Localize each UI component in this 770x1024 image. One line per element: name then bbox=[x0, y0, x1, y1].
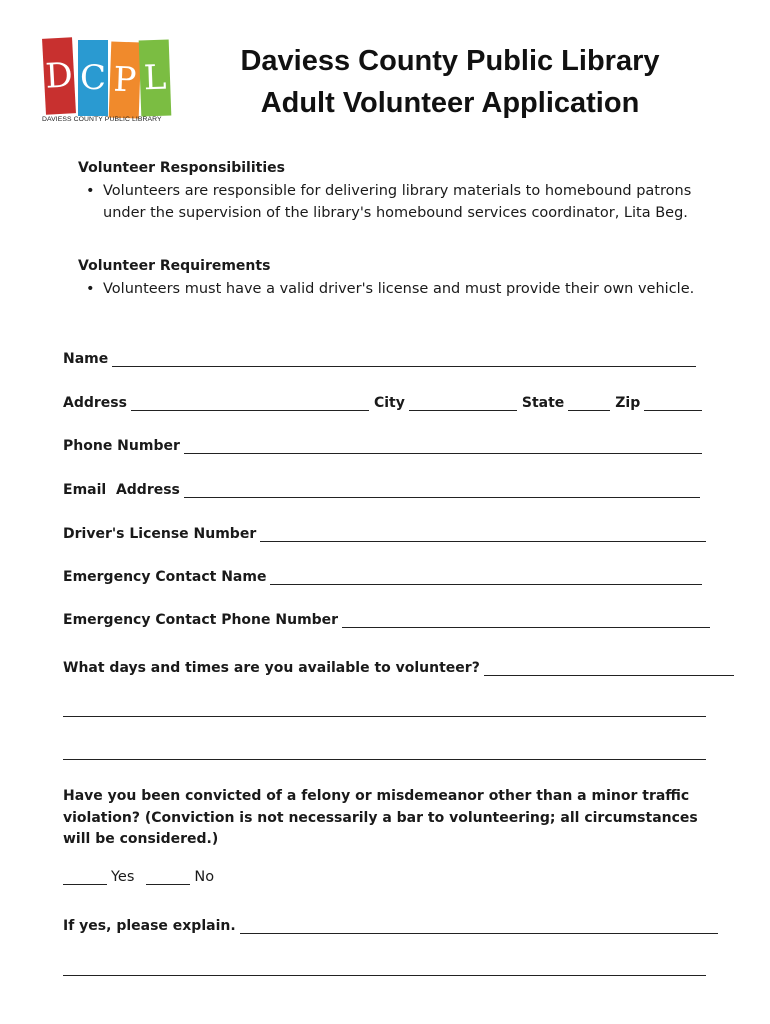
phone-label: Phone Number bbox=[63, 438, 180, 454]
emergency-name-input-line[interactable] bbox=[270, 570, 702, 585]
zip-label: Zip bbox=[615, 395, 641, 411]
library-logo bbox=[42, 36, 172, 128]
name-field bbox=[63, 351, 696, 367]
name-input-line[interactable] bbox=[112, 352, 696, 367]
phone-field bbox=[63, 438, 702, 454]
explain-extra-line[interactable] bbox=[63, 975, 706, 976]
emergency-name-label: Emergency Contact Name bbox=[63, 569, 267, 585]
city-input-line[interactable] bbox=[409, 396, 517, 411]
no-label: No bbox=[194, 869, 215, 885]
logo-blocks bbox=[42, 36, 172, 114]
address-label: Address bbox=[63, 395, 127, 411]
logo-letter-l: L bbox=[139, 39, 172, 116]
yes-label: Yes bbox=[111, 869, 135, 885]
license-field bbox=[63, 526, 706, 542]
explain-label: If yes, please explain. bbox=[63, 918, 236, 934]
availability-input-line[interactable] bbox=[484, 661, 734, 676]
logo-letter-p: P bbox=[109, 41, 142, 118]
logo-caption: DAVIESS COUNTY PUBLIC LIBRARY bbox=[42, 116, 162, 123]
emergency-phone-label: Emergency Contact Phone Number bbox=[63, 612, 339, 628]
zip-input-line[interactable] bbox=[644, 396, 702, 411]
page-title bbox=[200, 40, 700, 124]
requirements-item bbox=[86, 278, 696, 300]
yes-blank[interactable] bbox=[63, 870, 107, 885]
availability-extra-line-2[interactable] bbox=[63, 759, 706, 760]
explain-input-line[interactable] bbox=[240, 919, 718, 934]
availability-label: What days and times are you available to volunteer? bbox=[63, 660, 480, 676]
license-input-line[interactable] bbox=[260, 527, 706, 542]
availability-extra-line-1[interactable] bbox=[63, 716, 706, 717]
responsibilities-item bbox=[86, 180, 696, 224]
email-label: Email Address bbox=[63, 482, 180, 498]
no-blank[interactable] bbox=[146, 870, 190, 885]
conviction-question: Have you been convicted of a felony or misdemeanor other than a minor traffic violation? (Conviction is not necessarily a bar to volunteering; all circumstances will be considered.) bbox=[63, 788, 698, 847]
bullet-icon: • bbox=[86, 281, 95, 297]
explain-field bbox=[63, 918, 718, 934]
emergency-phone-input-line[interactable] bbox=[342, 613, 710, 628]
responsibilities-heading: Volunteer Responsibilities bbox=[78, 160, 285, 176]
title-line-1: Daviess County Public Library bbox=[240, 45, 660, 77]
requirements-heading: Volunteer Requirements bbox=[78, 258, 271, 274]
state-label: State bbox=[521, 395, 565, 411]
name-label: Name bbox=[63, 351, 109, 367]
title-line-2: Adult Volunteer Application bbox=[260, 87, 640, 119]
email-field bbox=[63, 482, 700, 498]
conviction-answer bbox=[63, 869, 214, 885]
license-label: Driver's License Number bbox=[63, 526, 257, 542]
availability-field bbox=[63, 660, 734, 676]
phone-input-line[interactable] bbox=[184, 439, 702, 454]
responsibilities-text: Volunteers are responsible for delivering library materials to homebound patrons under the supervision of the library's homebound services coordinator, Lita Beg. bbox=[103, 183, 692, 221]
emergency-phone-field bbox=[63, 612, 710, 628]
address-row bbox=[63, 395, 702, 411]
bullet-icon: • bbox=[86, 183, 95, 199]
email-input-line[interactable] bbox=[184, 483, 700, 498]
city-label: City bbox=[373, 395, 405, 411]
address-input-line[interactable] bbox=[131, 396, 369, 411]
logo-letter-d: D bbox=[42, 37, 76, 114]
logo-letter-c: C bbox=[78, 40, 108, 116]
requirements-text: Volunteers must have a valid driver's license and must provide their own vehicle. bbox=[103, 281, 695, 297]
emergency-name-field bbox=[63, 569, 702, 585]
state-input-line[interactable] bbox=[568, 396, 610, 411]
